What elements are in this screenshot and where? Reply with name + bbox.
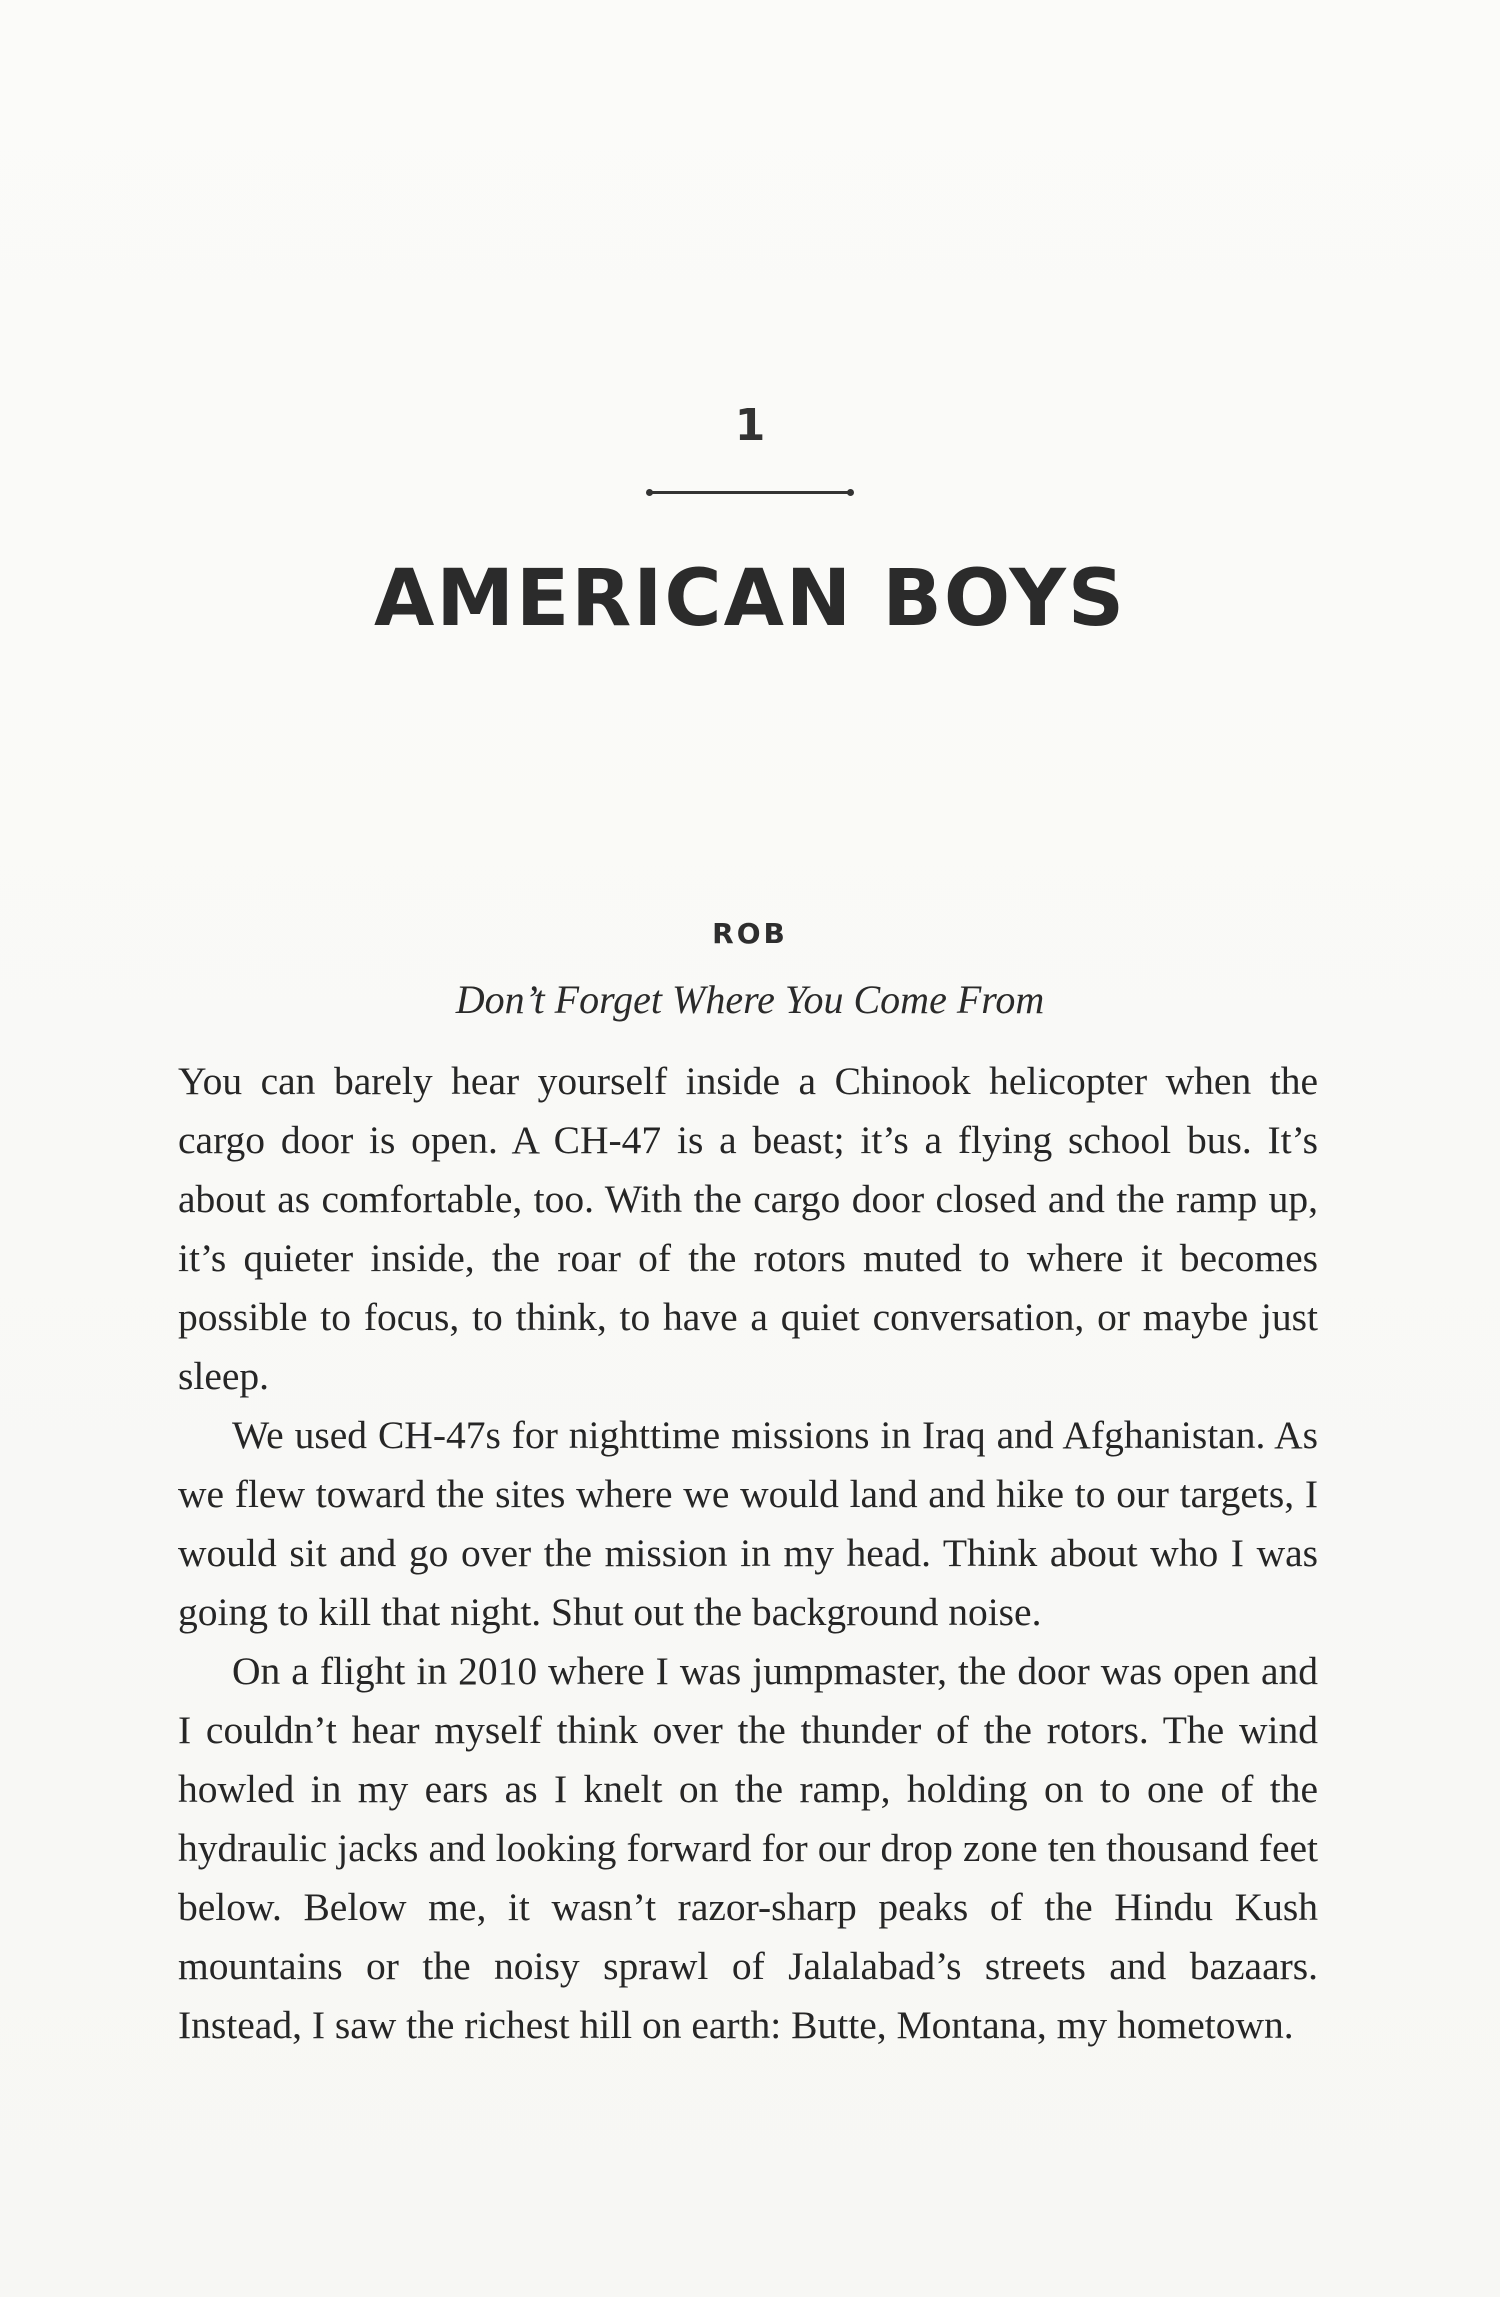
chapter-title: AMERICAN BOYS — [373, 554, 1127, 644]
section-name: ROB — [712, 917, 788, 950]
chapter-number: 1 — [734, 400, 766, 451]
paragraph: We used CH-47s for nighttime missions in Iraq and Afghanistan. As we flew toward the sites where we would land and hike to our targets, I would sit and go over the mission in my head. Think about who I was going to kill that night. Shut out the background noise. — [178, 1413, 1318, 1634]
paragraph: On a flight in 2010 where I was jumpmaster, the door was open and I couldn’t hear myself think over the thunder of the rotors. The wind howled in my ears as I knelt on the ramp, holding on to one of the hydraulic jacks and looking forward for our drop zone ten thousand feet below. Below me, it wasn’t razor-sharp peaks of the Hindu Kush mountains or the noisy sprawl of Jalalabad’s streets and bazaars. Instead, I saw the richest hill on earth: Butte, Montana, my hometown. — [178, 1649, 1318, 2047]
chapter-divider — [649, 491, 851, 494]
body-text — [178, 1052, 1318, 2055]
section-subtitle: Don’t Forget Where You Come From — [455, 977, 1045, 1022]
paragraph: You can barely hear yourself inside a Chinook helicopter when the cargo door is open. A CH-47 is a beast; it’s a flying school bus. It’s about as comfortable, too. With the cargo door closed and the ramp up, it’s quieter inside, the roar of the rotors muted to where it becomes possible to focus, to think, to have a quiet conversation, or maybe just sleep. — [178, 1059, 1318, 1398]
